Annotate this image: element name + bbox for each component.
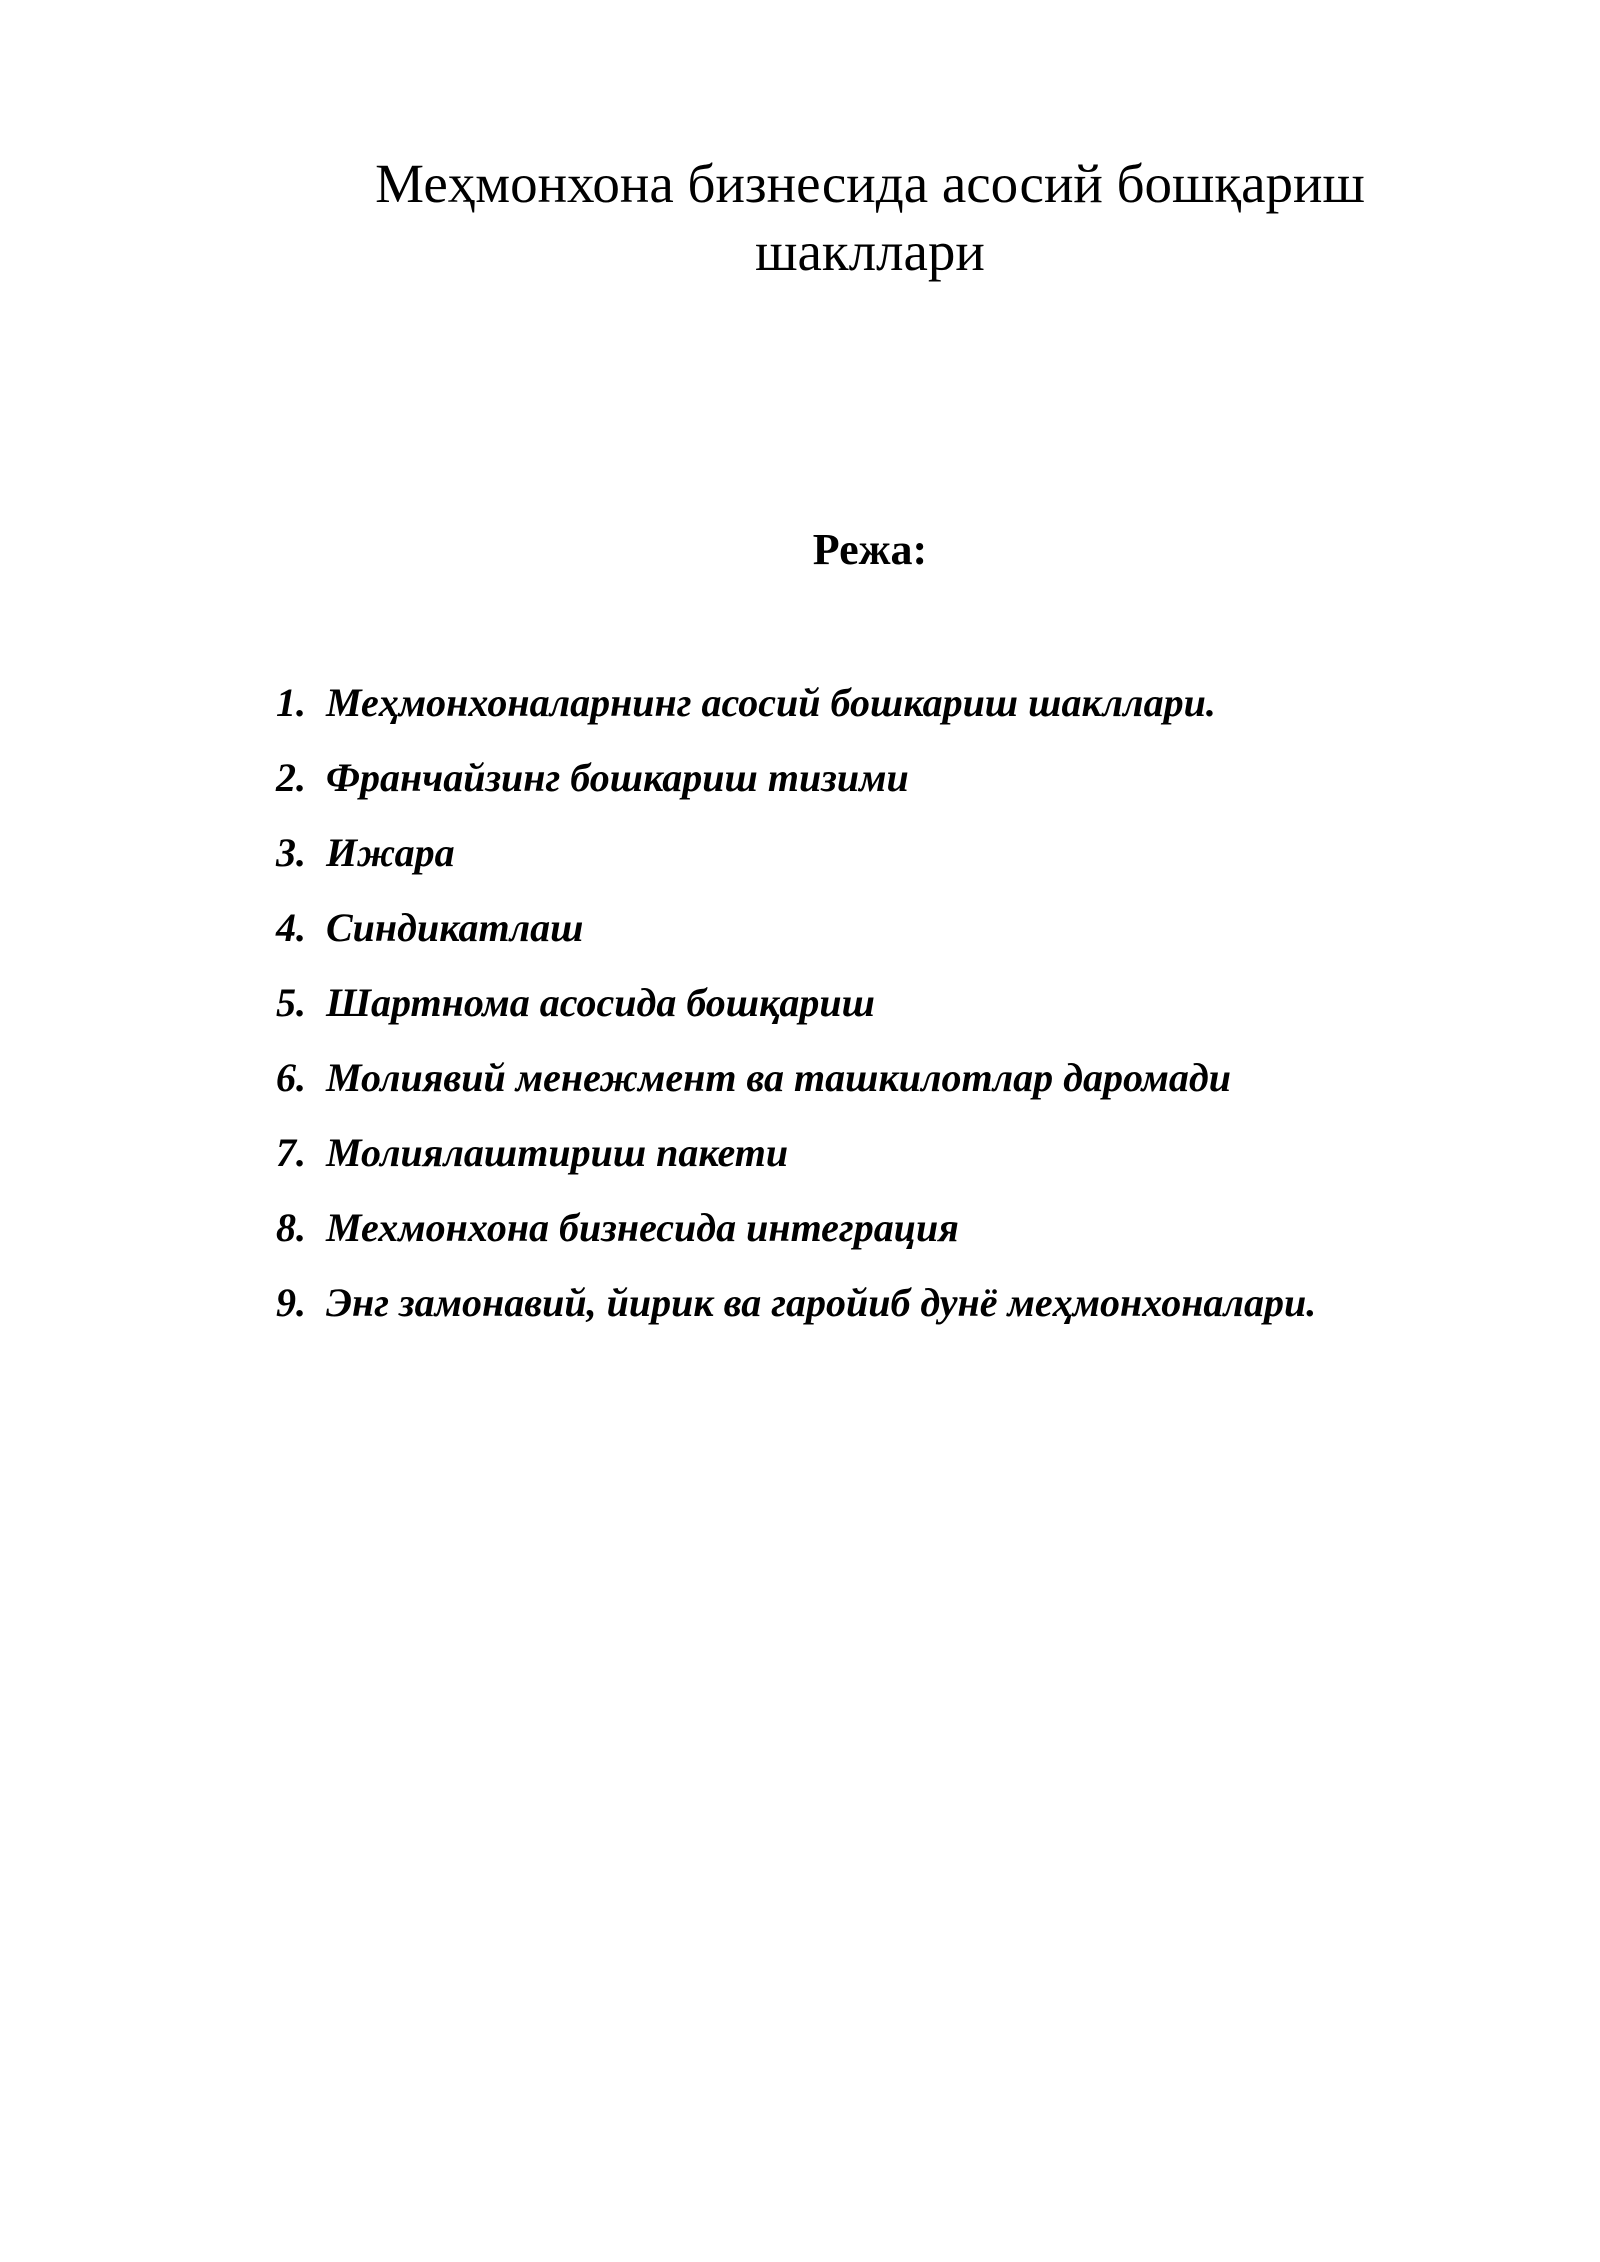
plan-item-number: 2. [276,755,306,800]
plan-item-text: Ижара [326,830,455,875]
plan-item-number: 4. [276,905,306,950]
document-title-line-2: шакллари [755,221,985,282]
plan-item-number: 8. [276,1205,306,1250]
plan-heading: Режа: [812,525,928,574]
plan-item-9 [276,1273,1526,1348]
plan-item-2 [276,748,1526,823]
plan-item-text: Энг замонавий, йирик ва гаройиб дунё меҳмонхоналари. [326,1280,1317,1325]
plan-item-number: 3. [276,830,306,875]
plan-item-6 [276,1048,1526,1123]
plan-item-3 [276,823,1526,898]
plan-item-text: Синдикатлаш [326,905,584,950]
plan-item-text: Молиявий менежмент ва ташкилотлар даромади [326,1055,1231,1100]
plan-item-5 [276,973,1526,1048]
plan-list [276,673,1526,1348]
plan-item-number: 1. [276,680,306,725]
document-title-line-1: Меҳмонхона бизнесида асосий бошқариш [375,153,1365,214]
plan-item-7 [276,1123,1526,1198]
plan-item-text: Шартнома асосида бошқариш [326,980,875,1025]
plan-item-number: 6. [276,1055,306,1100]
plan-item-text: Франчайзинг бошкариш тизими [326,755,909,800]
plan-item-number: 9. [276,1280,306,1325]
plan-item-number: 5. [276,980,306,1025]
plan-item-4 [276,898,1526,973]
plan-item-number: 7. [276,1130,306,1175]
document-title [250,150,1490,286]
plan-item-text: Молиялаштириш пакети [326,1130,789,1175]
plan-item-text: Меҳмонхоналарнинг асосий бошкариш шакллари. [326,680,1216,725]
plan-item-1 [276,673,1526,748]
plan-item-text: Мехмонхона бизнесида интеграция [326,1205,959,1250]
plan-item-8 [276,1198,1526,1273]
